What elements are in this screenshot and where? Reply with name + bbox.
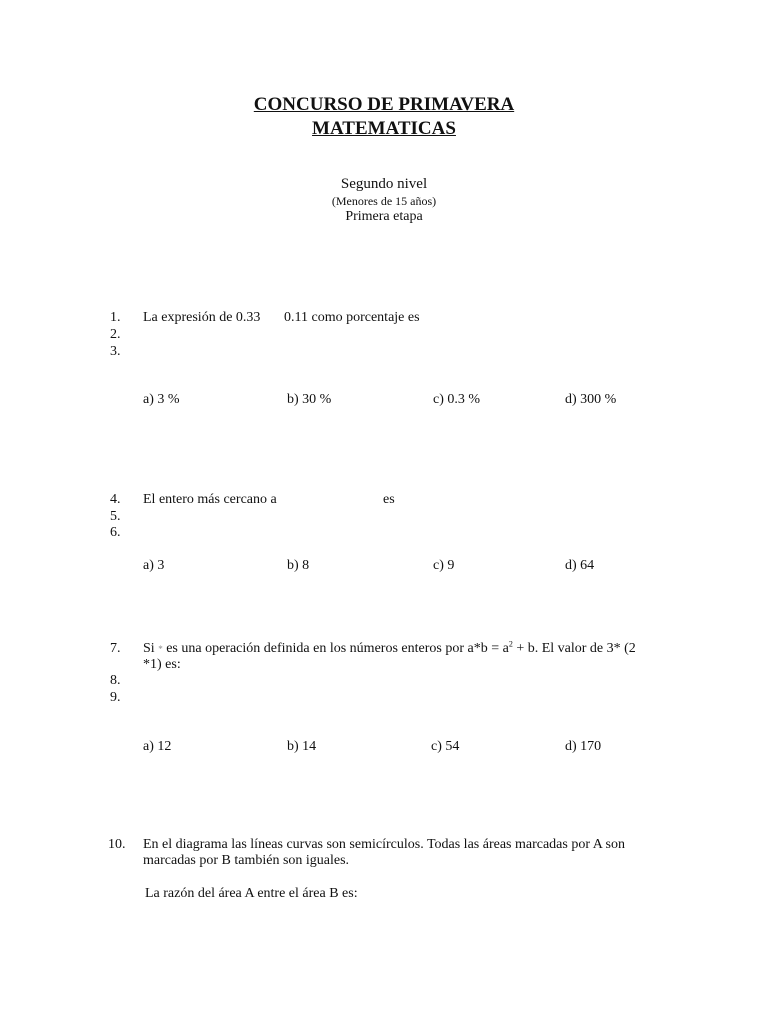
question-number: 9. [110,690,121,705]
question-3-option-d: d) 170 [565,739,602,754]
question-3-si: Si [143,641,155,656]
exponent: 2 [508,639,513,649]
question-number: 7. [110,641,121,656]
question-number: 10. [108,837,126,852]
question-2-option-d: d) 64 [565,558,595,573]
question-3-text-c: *1) es: [143,657,181,672]
question-1-option-a: a) 3 % [143,392,180,407]
question-2-text-b: es [383,492,395,507]
question-2-option-a: a) 3 [143,558,165,573]
operation-symbol: * [158,644,163,654]
document-title-line2: MATEMATICAS [312,118,456,139]
stage-text: Primera etapa [345,209,423,224]
question-2-option-c: c) 9 [433,558,455,573]
question-number: 3. [110,344,121,359]
question-3-text [143,641,636,657]
question-3-text-b: + b. El valor de 3* (2 [516,641,636,656]
level-text: Segundo nivel [340,176,428,192]
question-4-line1: En el diagrama las líneas curvas son semicírculos. Todas las áreas marcadas por A son [143,837,626,852]
question-number: 4. [110,492,121,507]
question-number: 5. [110,509,121,524]
age-note: (Menores de 15 años) [331,194,437,208]
question-3-option-b: b) 14 [287,739,317,754]
question-number: 6. [110,525,121,540]
question-3-option-c: c) 54 [431,739,460,754]
question-1-option-d: d) 300 % [565,392,617,407]
question-2-option-b: b) 8 [287,558,310,573]
question-1-text-a: La expresión de 0.33 [143,310,261,325]
question-1-option-b: b) 30 % [287,392,332,407]
question-3-a-base: a [502,641,509,656]
document-title-line1: CONCURSO DE PRIMAVERA [253,94,515,115]
question-3-text-a: es una operación definida en los números enteros por a*b = [166,641,500,656]
question-number: 1. [110,310,121,325]
question-4-line3: La razón del área A entre el área B es: [145,886,358,901]
question-number: 8. [110,673,121,688]
question-1-text-b: 0.11 como porcentaje es [284,310,420,325]
question-3-option-a: a) 12 [143,739,172,754]
question-4-line2: marcadas por B también son iguales. [143,853,350,868]
question-2-text-a: El entero más cercano a [143,492,277,507]
question-number: 2. [110,327,121,342]
question-1-option-c: c) 0.3 % [433,392,481,407]
